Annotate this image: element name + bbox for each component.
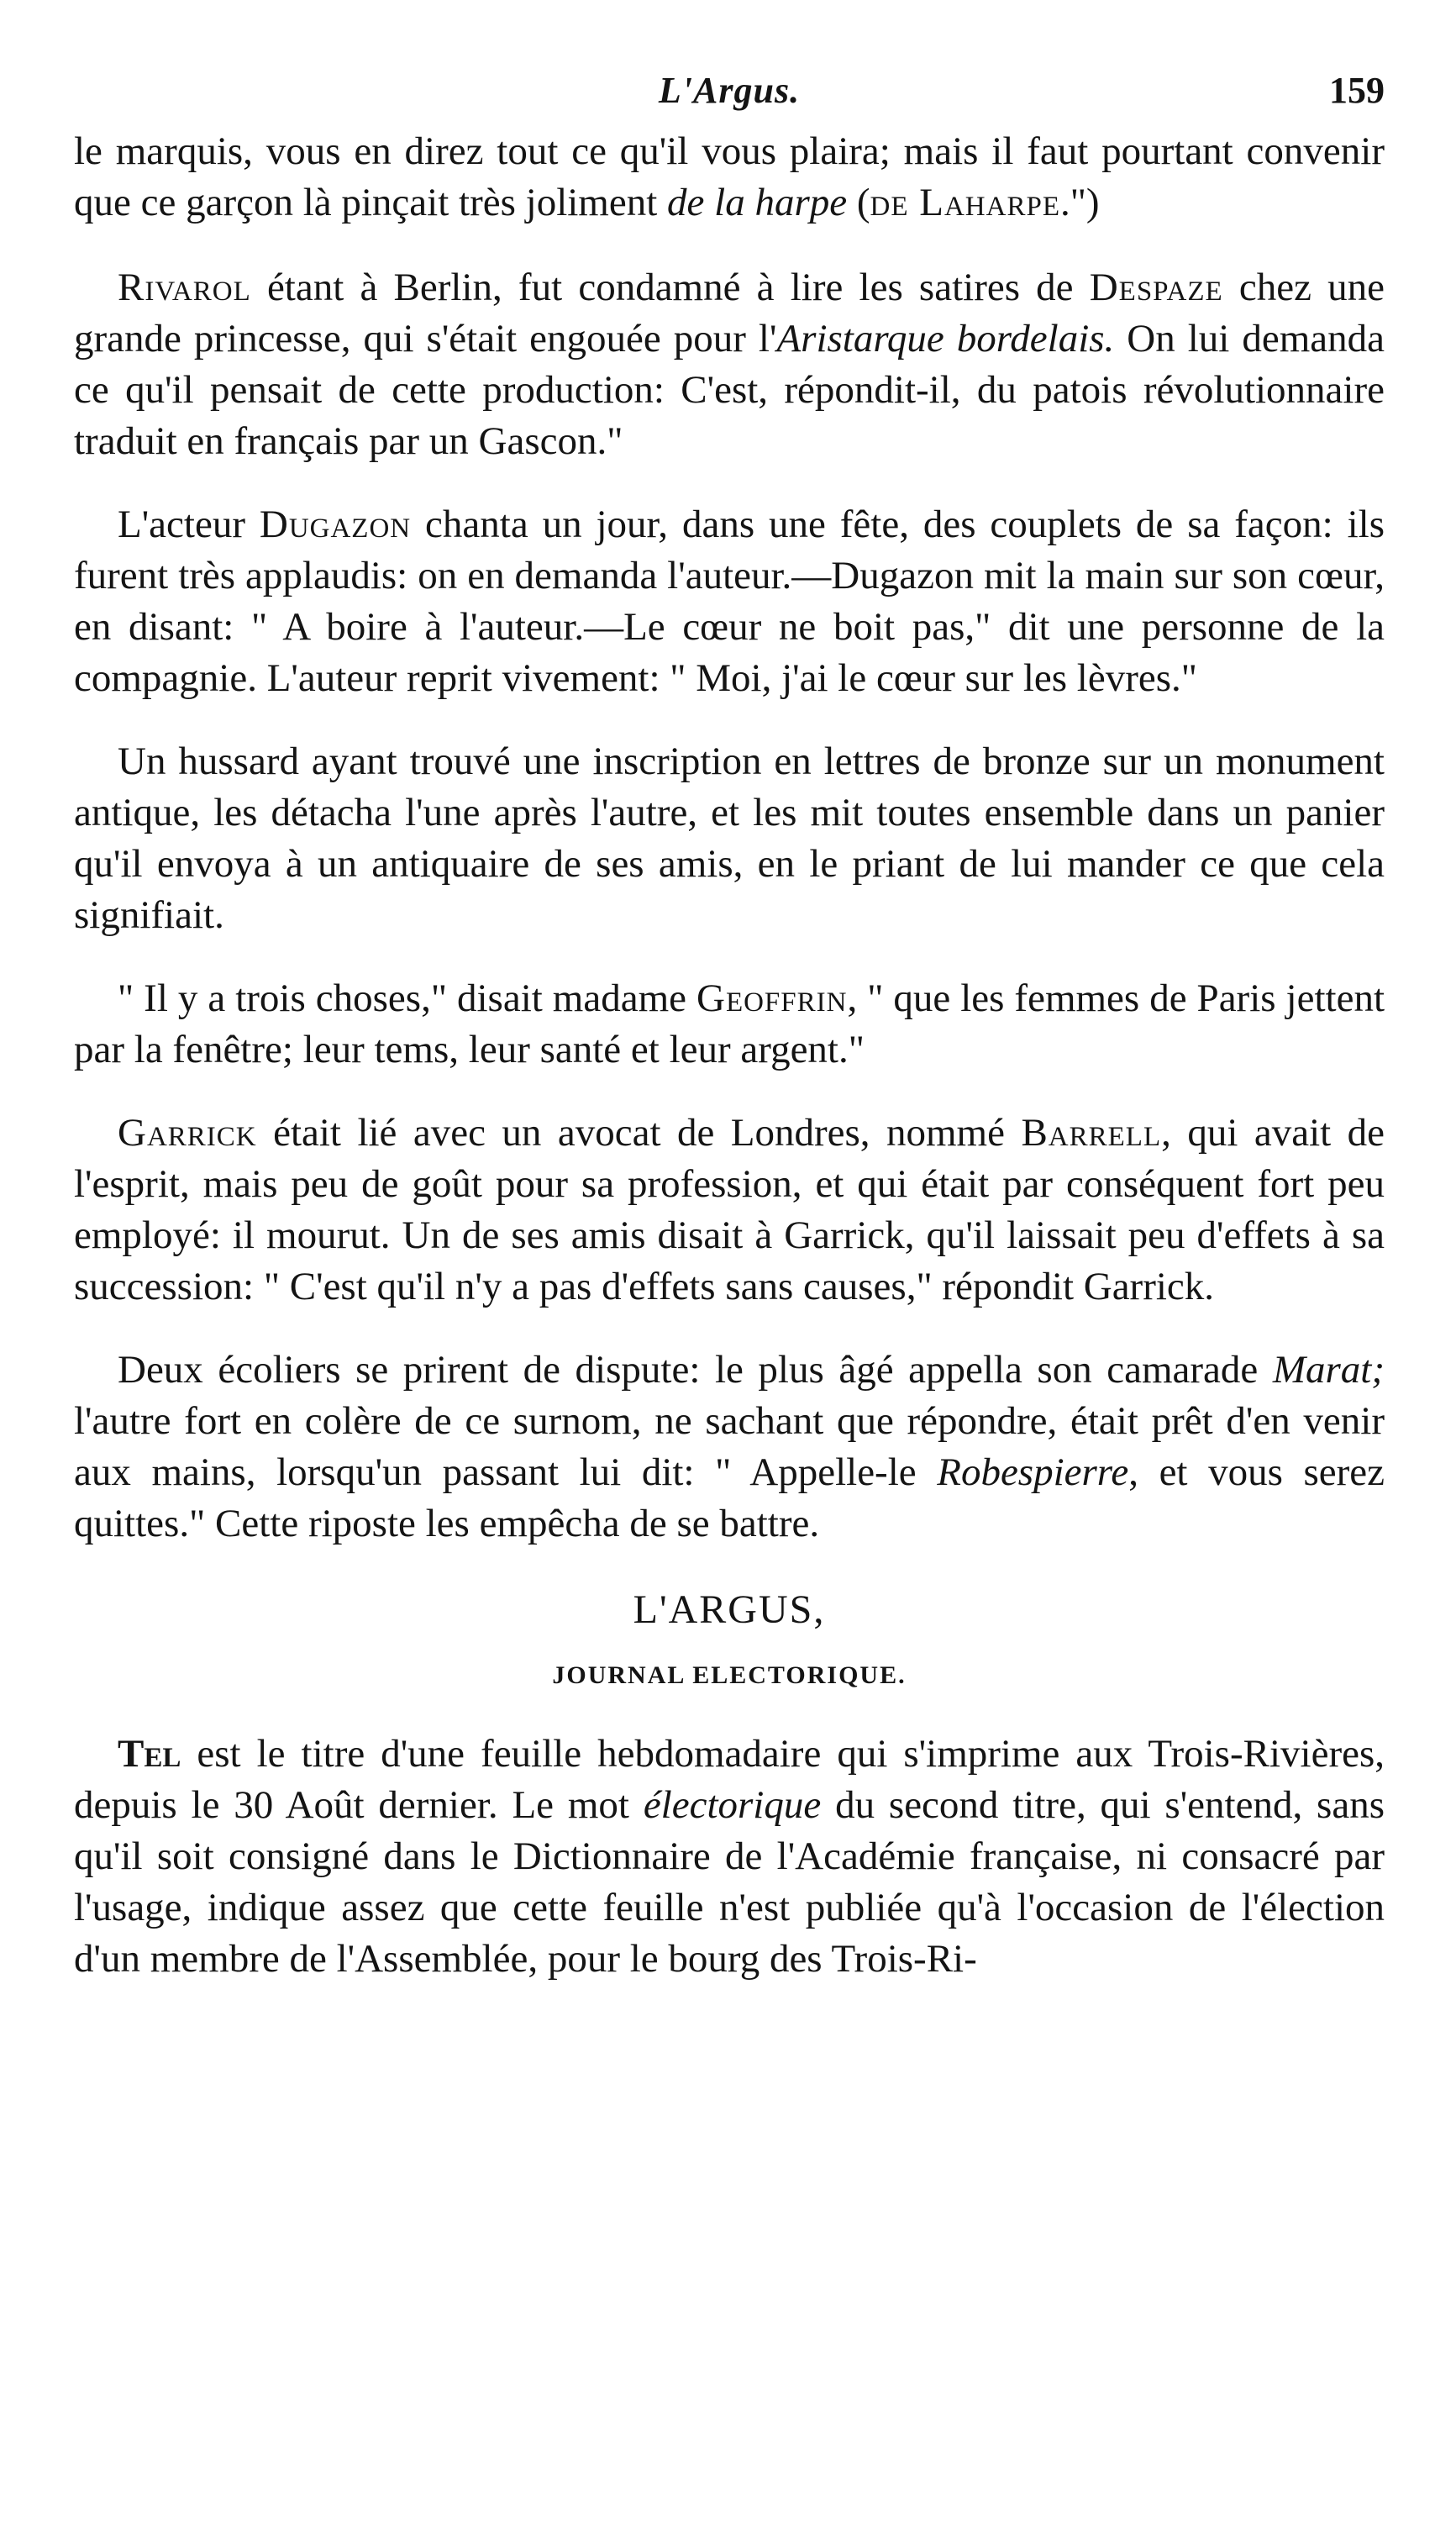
running-title: L'Argus. [658, 70, 801, 111]
person-name: Rivarol [118, 266, 251, 309]
text-run: , qui avait de l'esprit, mais peu de goût pour sa profession, et qui était par conséquent fort peu employé: il mourut. Un de ses amis disait à Garrick, qu'il laissait peu d'effets à sa succession: " C'est qu'il n'y a pas d'effets sans causes," répondit Garrick. [74, 1111, 1385, 1308]
page-number: 159 [1329, 70, 1385, 111]
paragraph-argus-intro [74, 1729, 1385, 1985]
text-run: ( [847, 181, 870, 224]
text-run: Un hussard ayant trouvé une inscription en lettres de bronze sur un monument antique, les détacha l'une après l'autre, et les mit toutes ensemble dans un panier qu'il envoya à un antiquaire de ses amis, en le priant de lui mander ce que cela signifiait. [74, 739, 1385, 937]
section-title: L'ARGUS, [633, 1587, 826, 1632]
text-run: L'acteur [118, 503, 260, 546]
text-run: l'autre fort en colère de ce surnom, ne sachant que répondre, était prêt d'en venir aux mains, lorsqu'un passant lui dit: " Appelle-le [74, 1399, 1385, 1494]
text-run: Deux écoliers se prirent de dispute: le plus âgé appella son camarade [118, 1348, 1273, 1392]
text-run: chez une grande princesse, qui s'était engouée pour l' [74, 266, 1385, 361]
paragraph-marquis [74, 126, 1385, 229]
text-run: chanta un jour, dans une fête, des couplets de sa façon: ils furent très applaudis: on en demanda l'auteur.—Dugazon mit la main sur son cœur, en disant: " A boire à l'auteur.—Le cœur ne boit pas," dit une personne de la compagnie. L'auteur reprit vivement: " Moi, j'ai le cœur sur les lèvres." [74, 503, 1385, 700]
book-page [74, 50, 1385, 2487]
paragraph-geoffrin [74, 973, 1385, 1076]
text-run: " Il y a trois choses," disait madame [118, 976, 696, 1020]
italic-phrase: Marat; [1272, 1348, 1385, 1392]
text-run: , et vous serez quittes." Cette riposte les empêcha de se battre. [74, 1450, 1385, 1545]
paragraph-garrick [74, 1108, 1385, 1313]
text-run: était lié avec un avocat de Londres, nommé [256, 1111, 1022, 1155]
italic-phrase: Aristarque bordelais. [776, 317, 1115, 361]
page-header [74, 50, 1385, 126]
paragraph-dugazon [74, 499, 1385, 704]
text-run: .") [1060, 181, 1100, 224]
author-name: de Laharpe [870, 181, 1060, 224]
paragraph-hussard [74, 736, 1385, 941]
person-name: Barrell [1021, 1111, 1162, 1155]
italic-phrase: électorique [643, 1783, 822, 1827]
section-subtitle: JOURNAL ELECTORIQUE. [552, 1661, 907, 1689]
text-run: du second titre, qui s'entend, sans qu'il soit consigné dans le Dictionnaire de l'Académie française, ni consacré par l'usage, indique assez que cette feuille n'est publiée qu'à l'occasion de l'élection d'un membre de l'Assemblée, pour le bourg des Trois-Ri- [74, 1783, 1385, 1981]
text-run: étant à Berlin, fut condamné à lire les satires de [250, 266, 1090, 309]
text-run: est le titre d'une feuille hebdomadaire qui s'imprime aux Trois-Rivières, depuis le 30 Août dernier. Le mot [74, 1732, 1385, 1827]
paragraph-ecoliers [74, 1345, 1385, 1550]
text-run: On lui demanda ce qu'il pensait de cette production: C'est, répondit-il, du patois révolutionnaire traduit en français par un Gascon." [74, 317, 1385, 463]
text-run: , " que les femmes de Paris jettent par la fenêtre; leur tems, leur santé et leur argent." [74, 976, 1385, 1071]
person-name: Geoffrin [696, 976, 848, 1020]
lead-word: Tel [118, 1732, 181, 1776]
italic-phrase: de la harpe [667, 181, 848, 224]
person-name: Garrick [118, 1111, 257, 1155]
person-name: Despaze [1089, 266, 1223, 309]
italic-phrase: Robespierre [937, 1450, 1129, 1494]
paragraph-rivarol [74, 262, 1385, 467]
text-run: le marquis, vous en direz tout ce qu'il vous plaira; mais il faut pourtant convenir que ce garçon là pinçait très joliment [74, 129, 1385, 224]
person-name: Dugazon [259, 503, 412, 546]
